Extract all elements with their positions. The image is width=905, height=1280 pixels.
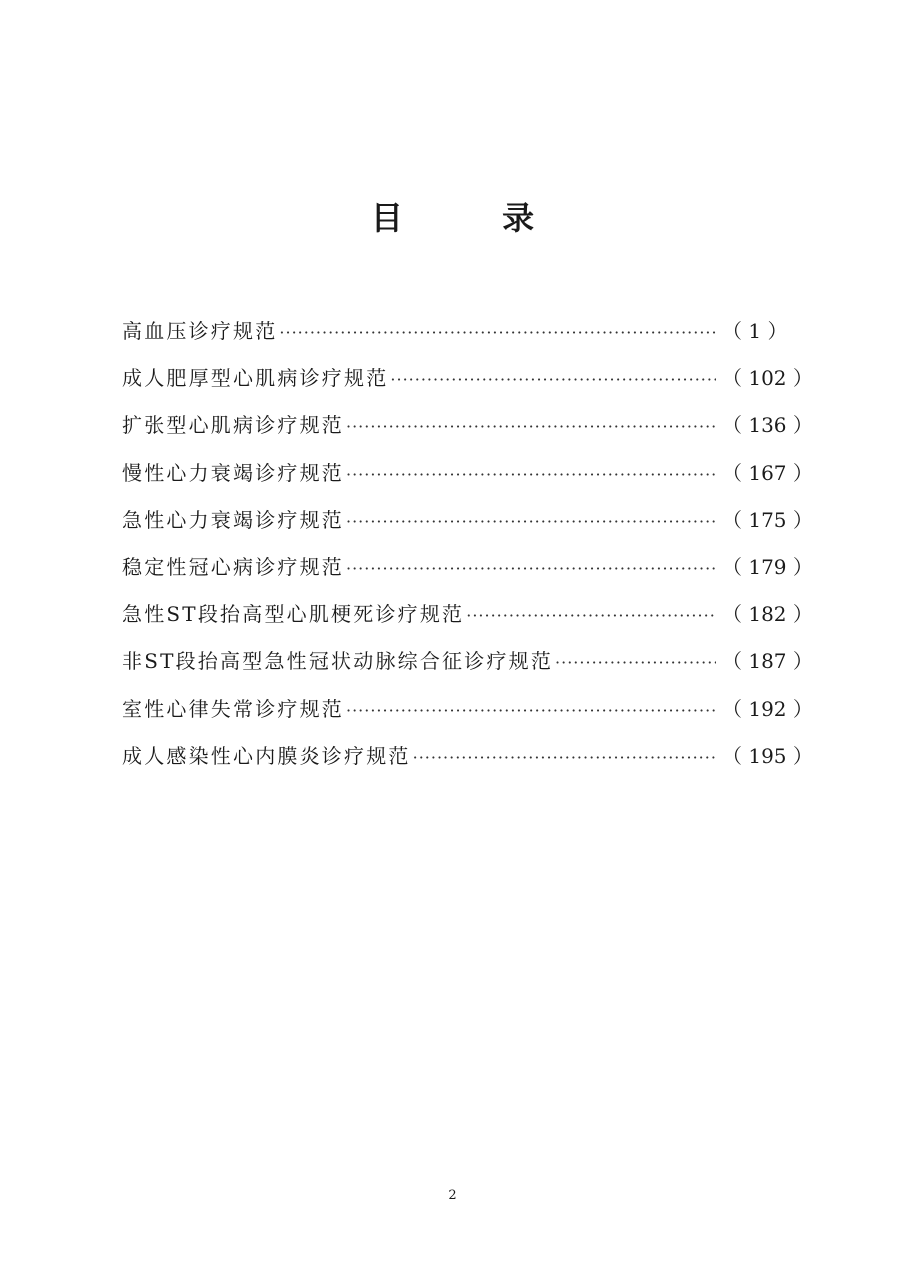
- toc-leader-dots: [346, 552, 716, 586]
- toc-entry-label: 急性ST段抬高型心肌梗死诊疗规范: [122, 602, 465, 627]
- toc-entry[interactable]: [122, 361, 813, 408]
- toc-entry-page: （ 179 ）: [722, 554, 813, 579]
- toc-leader-dots: [466, 599, 716, 633]
- toc-entry[interactable]: [122, 597, 813, 644]
- toc-entry-label: 成人肥厚型心肌病诊疗规范: [122, 366, 389, 391]
- toc-leader-dots: [390, 363, 716, 397]
- page-number: 2: [448, 1188, 457, 1203]
- toc-leader-dots: [346, 410, 716, 444]
- toc-entry-page: （ 102 ）: [722, 366, 813, 391]
- toc-entry-label: 稳定性冠心病诊疗规范: [122, 554, 344, 579]
- toc-entry-page: （ 195 ）: [722, 743, 813, 768]
- toc-entry-page: （ 182 ）: [722, 602, 813, 627]
- toc-entry[interactable]: [122, 550, 813, 597]
- toc-entry-label: 高血压诊疗规范: [122, 319, 278, 343]
- toc-leader-dots: [279, 316, 716, 350]
- page-title: 目 录: [370, 199, 579, 237]
- toc-leader-dots: [346, 694, 716, 728]
- toc-entry-label: 急性心力衰竭诊疗规范: [122, 507, 344, 532]
- toc-leader-dots: [555, 646, 716, 680]
- toc-entry-page: （ 167 ）: [722, 460, 813, 485]
- toc-entry-label: 慢性心力衰竭诊疗规范: [122, 460, 344, 485]
- toc-entry-label: 扩张型心肌病诊疗规范: [122, 413, 344, 438]
- toc-entry[interactable]: [122, 408, 813, 455]
- toc-entry-label: 成人感染性心内膜炎诊疗规范: [122, 743, 411, 768]
- toc-entry[interactable]: [122, 503, 813, 550]
- table-of-contents: [122, 314, 813, 786]
- toc-entry-page: （ 136 ）: [722, 413, 813, 438]
- toc-leader-dots: [346, 458, 716, 492]
- toc-entry-label: 非ST段抬高型急性冠状动脉综合征诊疗规范: [122, 649, 554, 674]
- toc-entry-page: （ 187 ）: [722, 649, 813, 674]
- toc-entry[interactable]: [122, 692, 813, 739]
- toc-entry[interactable]: [122, 456, 813, 503]
- toc-leader-dots: [413, 741, 716, 775]
- toc-entry-page: （ 1 ）: [722, 319, 788, 343]
- toc-entry[interactable]: [122, 739, 813, 786]
- toc-entry-label: 室性心律失常诊疗规范: [122, 696, 344, 721]
- toc-leader-dots: [346, 505, 716, 539]
- toc-entry-page: （ 192 ）: [722, 696, 813, 721]
- toc-entry[interactable]: [122, 314, 788, 361]
- toc-entry-page: （ 175 ）: [722, 507, 813, 532]
- toc-entry[interactable]: [122, 644, 813, 691]
